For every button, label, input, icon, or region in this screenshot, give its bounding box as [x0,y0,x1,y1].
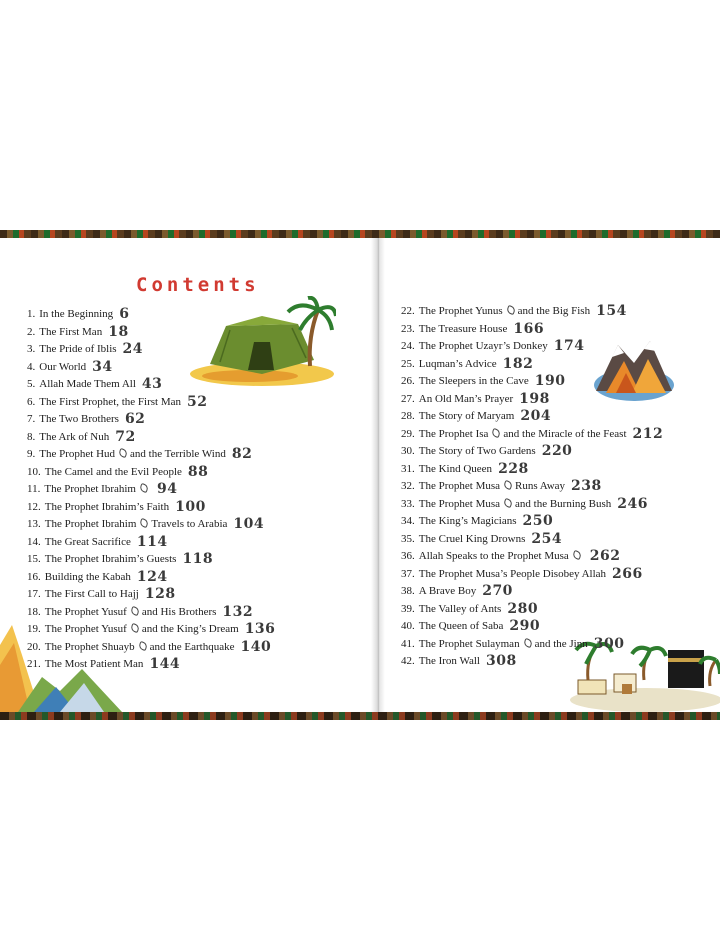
toc-entry-title: The Queen of Saba [418,620,504,632]
toc-entry-title: The Prophet Musa [418,480,501,492]
toc-entry-title-cont: and the Earthquake [149,640,235,653]
toc-page-number: 220 [541,443,573,459]
toc-page-number: 128 [144,586,176,602]
toc-entry-title-cont: and the Jinn [534,637,588,650]
toc-entry-number: 7. [27,413,36,425]
toc-entry [27,391,275,409]
toc-entry-title: The Prophet Ibrahim’s Faith [44,500,170,513]
toc-entry [27,303,275,321]
toc-entry-number: 10. [27,465,41,478]
toc-entry-number: 13. [27,518,41,530]
toc-entry [401,370,663,388]
toc-page-number: 174 [553,338,585,354]
toc-page-number: 154 [596,303,627,319]
toc-entry-title: Luqman’s Advice [418,357,497,370]
toc-page-number: 94 [157,481,178,497]
toc-entry [401,335,663,353]
toc-entry-title: The Prophet Uzayr’s Donkey [418,340,548,352]
toc-entry-title: The Story of Two Gardens [418,445,536,457]
toc-entry [401,598,663,616]
toc-entry [401,458,663,476]
toc-page-number: 262 [589,548,621,564]
toc-entry-number: 14. [27,535,41,548]
toc-page-number: 228 [498,460,529,477]
toc-entry-title: The Two Brothers [39,413,119,425]
toc-entry [27,531,275,549]
toc-entry-title: Our World [39,360,87,373]
toc-entry-number: 42. [401,655,415,667]
toc-page-number: 72 [115,428,136,445]
toc-entry-title: The Prophet Isa [418,427,489,440]
toc-entry-number: 6. [27,395,36,408]
toc-entry-title: In the Beginning [39,308,114,320]
toc-entry-title-cont: and His Brothers [141,605,217,618]
toc-entry-title: The Cruel King Drowns [418,532,526,545]
bottom-decorative-border [0,712,720,720]
toc-entry [27,653,275,671]
toc-page-number: 280 [507,600,539,617]
toc-entry-title: The First Prophet, the First Man [39,395,182,408]
honorific-icon [139,518,148,527]
toc-entry [27,478,275,496]
toc-entry-title-cont: and the Burning Bush [515,497,612,510]
toc-entry-number: 38. [401,585,415,597]
toc-entry [401,650,663,668]
toc-entry-title: The Story of Maryam [418,410,515,422]
toc-page-number: 266 [612,565,643,582]
toc-entry-number: 28. [401,410,415,422]
toc-page-number: 24 [122,341,144,357]
toc-entry [401,615,663,633]
honorific-icon [138,641,147,650]
toc-entry-number: 20. [27,640,41,653]
toc-entry-title: The First Man [39,325,103,338]
toc-entry-title: The Prophet Yunus [418,305,503,317]
toc-entry-title: The Valley of Ants [418,602,502,615]
toc-entry-title-cont: and the Miracle of the Feast [503,427,627,440]
honorific-icon [139,483,148,492]
toc-entry [401,633,663,651]
toc-entry-number: 26. [401,375,415,387]
toc-entry [401,353,663,371]
toc-entry-number: 11. [27,483,41,495]
toc-entry [401,405,663,423]
toc-entry-number: 37. [401,567,415,580]
toc-entry-title-cont: Runs Away [515,480,566,492]
toc-entry-title-cont: and the King’s Dream [141,623,239,635]
contents-list-right [401,300,663,668]
toc-page-number: 104 [233,516,265,532]
toc-entry-title: The Treasure House [418,322,508,335]
toc-page-number: 88 [187,463,209,480]
toc-entry-number: 25. [401,357,415,370]
toc-entry [401,510,663,528]
toc-entry-number: 41. [401,637,415,650]
toc-entry-number: 22. [401,305,415,317]
toc-page-number: 246 [617,495,648,512]
toc-entry-title: The Prophet Musa’s People Disobey Allah [418,567,607,580]
toc-page-number: 166 [513,320,545,337]
toc-entry-number: 1. [27,308,36,320]
honorific-icon [572,550,581,559]
toc-entry-title: The Kind Queen [418,462,493,475]
honorific-icon [118,448,127,457]
toc-page-number: 6 [119,306,130,322]
toc-entry-number: 34. [401,515,415,527]
toc-entry-title: Allah Made Them All [39,378,136,390]
toc-entry-number: 12. [27,500,41,513]
toc-entry-number: 23. [401,322,415,335]
toc-entry-number: 9. [27,448,36,460]
toc-entry-title: The Prophet Shuayb [44,640,135,653]
toc-page-number: 136 [244,621,276,637]
honorific-icon [503,498,512,507]
toc-page-number: 118 [182,551,214,567]
honorific-icon [491,428,500,437]
toc-page-number: 132 [222,603,254,620]
toc-entry-number: 21. [27,658,41,670]
book-gutter [371,238,385,712]
toc-entry-title: The Prophet Hud [39,448,116,460]
toc-entry-number: 18. [27,605,41,618]
toc-entry-number: 35. [401,532,415,545]
toc-page-number: 34 [92,358,113,375]
honorific-icon [130,623,139,632]
toc-entry-title: The Prophet Ibrahim’s Guests [44,553,177,565]
toc-page-number: 114 [136,533,168,550]
toc-entry [401,580,663,598]
toc-entry-title: The King’s Magicians [418,515,517,527]
toc-entry [27,618,275,636]
toc-page-number: 308 [485,653,517,669]
toc-entry-title: The First Call to Hajj [44,588,139,600]
toc-entry-title-cont: and the Terrible Wind [130,448,226,460]
toc-entry [401,493,663,511]
toc-entry [27,566,275,584]
toc-page-number: 62 [124,411,146,427]
toc-page-number: 270 [482,583,513,599]
toc-entry [27,461,275,479]
toc-entry [401,318,663,336]
contents-list-left [27,303,275,671]
toc-entry-title: The Prophet Musa [418,497,501,510]
toc-page-number: 198 [519,390,550,407]
toc-page-number: 144 [149,656,181,672]
toc-entry-title: Building the Kabah [44,570,131,583]
toc-entry-number: 33. [401,497,415,510]
honorific-icon [523,638,532,647]
toc-page-number: 100 [175,498,206,515]
toc-entry-title: The Great Sacrifice [44,535,131,548]
toc-entry-number: 40. [401,620,415,632]
honorific-icon [130,606,139,615]
toc-entry-number: 36. [401,550,415,562]
toc-entry-title: The Prophet Ibrahim [44,483,136,495]
toc-entry-title: The Iron Wall [418,655,480,667]
toc-entry-title: Allah Speaks to the Prophet Musa [418,550,569,562]
toc-entry [27,338,275,356]
book-spread [0,230,720,720]
toc-entry-number: 32. [401,480,415,492]
toc-entry-title: The Prophet Yusuf [44,623,127,635]
toc-page-number: 290 [509,618,541,634]
toc-entry-number: 39. [401,602,415,615]
toc-entry [27,321,275,339]
toc-entry [401,545,663,563]
top-decorative-border [0,230,720,238]
toc-entry-number: 8. [27,430,36,443]
toc-entry-number: 29. [401,427,415,440]
toc-page-number: 238 [571,478,602,494]
toc-entry [27,408,275,426]
toc-entry [401,423,663,441]
toc-entry [27,583,275,601]
honorific-icon [506,305,515,314]
toc-entry-number: 5. [27,378,36,390]
toc-entry-title-cont: Travels to Arabia [151,518,228,530]
toc-entry [27,356,275,374]
toc-entry-title: The Camel and the Evil People [44,465,182,478]
toc-page-number: 140 [240,638,272,655]
toc-entry [27,496,275,514]
toc-entry [27,426,275,444]
toc-entry-number: 30. [401,445,415,457]
toc-entry-title-cont: and the Big Fish [517,305,591,317]
toc-page-number: 43 [141,376,163,392]
toc-entry-number: 24. [401,340,415,352]
toc-entry-number: 2. [27,325,36,338]
toc-entry-title: The Pride of Iblis [39,343,117,355]
toc-page-number: 182 [502,355,534,372]
toc-entry [401,475,663,493]
toc-entry [401,440,663,458]
toc-entry-number: 15. [27,553,41,565]
toc-entry-number: 27. [401,392,415,405]
toc-entry-number: 4. [27,360,36,373]
toc-entry [401,300,663,318]
toc-entry-title: The Most Patient Man [44,658,144,670]
toc-entry-title: The Prophet Yusuf [44,605,127,618]
toc-entry-title: The Sleepers in the Cave [418,375,529,387]
toc-entry-title: The Prophet Ibrahim [44,518,137,530]
toc-page-number: 52 [187,393,208,410]
toc-entry-title: The Prophet Sulayman [418,637,520,650]
toc-entry [401,563,663,581]
toc-page-number: 254 [531,530,563,547]
toc-entry-number: 31. [401,462,415,475]
toc-entry [27,443,275,461]
toc-page-number: 212 [632,425,664,442]
honorific-icon [503,480,512,489]
toc-entry [27,373,275,391]
toc-page-number: 18 [108,323,129,340]
toc-entry [27,513,275,531]
toc-page-number: 204 [520,408,552,424]
toc-page-number: 190 [534,373,566,389]
toc-entry [401,528,663,546]
toc-entry [27,601,275,619]
toc-page-number: 300 [593,635,625,652]
toc-page-number: 250 [522,513,554,529]
toc-entry-title: An Old Man’s Prayer [418,392,514,405]
toc-entry [27,548,275,566]
toc-entry-title: A Brave Boy [418,585,477,597]
toc-page-number: 124 [136,568,168,585]
toc-entry-number: 19. [27,623,41,635]
toc-entry-number: 17. [27,588,41,600]
page-title: Contents [136,274,260,296]
toc-entry-number: 16. [27,570,41,583]
toc-entry-number: 3. [27,343,36,355]
toc-entry [401,388,663,406]
toc-entry-title: The Ark of Nuh [39,430,110,443]
toc-page-number: 82 [231,446,253,462]
toc-entry [27,636,275,654]
